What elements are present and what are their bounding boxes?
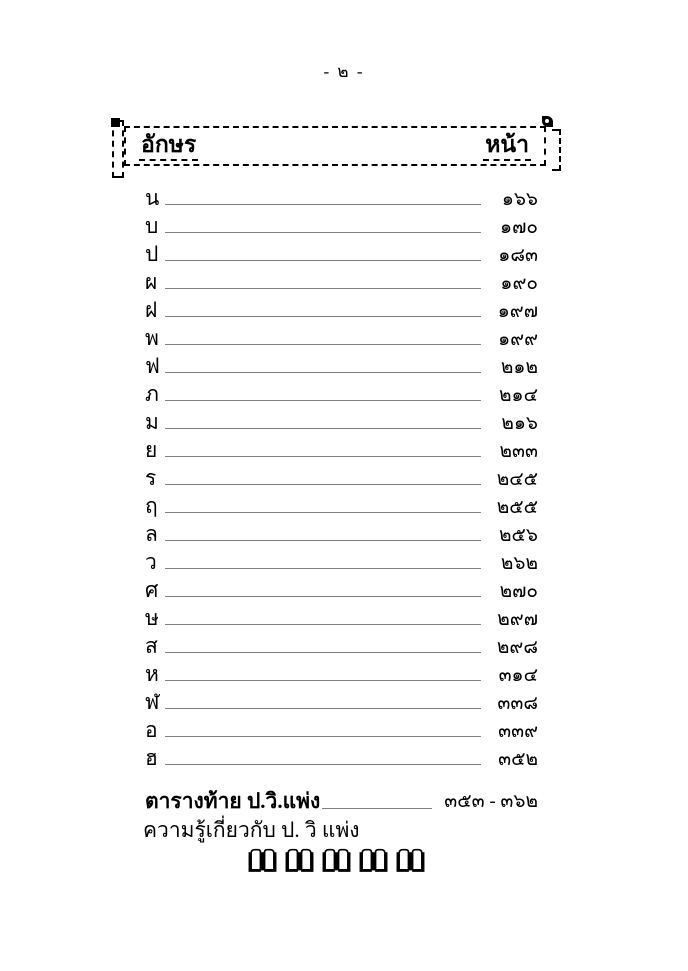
leader-line <box>165 316 481 317</box>
appendix-page-range: ๓๕๓ - ๓๖๒ <box>444 791 538 812</box>
index-letter: ฮ <box>145 746 158 770</box>
scroll-right-roll <box>552 129 561 171</box>
index-row <box>145 686 538 714</box>
page-number: ๒๗๐ <box>499 581 538 602</box>
leader-line <box>165 344 481 345</box>
page-number: ๒๕๖ <box>499 525 538 546</box>
open-book-icon <box>321 847 352 874</box>
scroll-banner <box>111 116 561 182</box>
index-row <box>145 210 538 238</box>
leader-line <box>165 456 481 457</box>
index-row <box>145 714 538 742</box>
banner-body <box>124 126 546 166</box>
index-row <box>145 238 538 266</box>
leader-line <box>165 624 481 625</box>
appendix-row <box>145 786 538 812</box>
index-row <box>145 182 538 210</box>
page-number: ๑๙๙ <box>498 329 538 350</box>
index-letter: อ <box>145 718 158 742</box>
leader-line <box>165 708 481 709</box>
index-row <box>145 266 538 294</box>
footer-note: ความรู้เกี่ยวกับ ป. วิ แพ่ง <box>143 818 360 842</box>
scroll-left-cap <box>111 118 120 127</box>
index-letter: น <box>145 186 160 210</box>
index-row <box>145 378 538 406</box>
index-row <box>145 322 538 350</box>
index-letter: ส <box>145 634 158 658</box>
index-letter: ฟ <box>145 354 160 378</box>
index-letter: ร <box>145 466 157 490</box>
leader-line <box>165 568 481 569</box>
open-book-icon <box>358 847 389 874</box>
page-number: ๒๕๕ <box>496 497 538 518</box>
page-number: ๓๓๘ <box>497 693 538 714</box>
index-letter: บ <box>145 214 159 238</box>
page-number: ๒๑๔ <box>499 385 538 406</box>
page-number: ๓๓๙ <box>498 721 538 742</box>
index-letter: ภ <box>145 382 159 406</box>
open-book-icon <box>395 847 426 874</box>
leader-line <box>165 540 481 541</box>
appendix-leader-line <box>322 808 432 809</box>
index-letter: ศ <box>145 578 159 602</box>
index-letter: ฤ <box>145 494 158 518</box>
page-number: ๒๙๗ <box>497 609 538 630</box>
book-icons-row <box>0 847 680 874</box>
index-row <box>145 406 538 434</box>
page-number: ๒๑๖ <box>501 413 538 434</box>
leader-line <box>165 260 481 261</box>
page-number: ๒๔๕ <box>496 469 538 490</box>
index-letter: ฬ <box>145 690 160 714</box>
index-letter: ม <box>145 410 159 434</box>
leader-line <box>165 680 481 681</box>
index-row <box>145 742 538 770</box>
scroll-right-curl-icon <box>542 116 553 127</box>
scroll-left-roll <box>112 120 124 178</box>
index-letter: ป <box>145 242 159 266</box>
index-row <box>145 574 538 602</box>
index-row <box>145 546 538 574</box>
index-letter: พ <box>145 326 159 350</box>
leader-line <box>165 484 481 485</box>
open-book-icon <box>284 847 315 874</box>
column-heading-letter: อักษร <box>139 131 198 161</box>
index-letter: ฝ <box>145 298 158 322</box>
index-letter: ผ <box>145 270 158 294</box>
page-number: ๑๖๖ <box>501 189 538 210</box>
leader-line <box>165 596 481 597</box>
page-number-header: - ๒ - <box>323 62 365 81</box>
leader-line <box>165 288 481 289</box>
leader-line <box>165 652 481 653</box>
page-number: ๒๑๒ <box>500 357 538 378</box>
leader-line <box>165 428 481 429</box>
index-row <box>145 294 538 322</box>
index-row <box>145 658 538 686</box>
leader-line <box>165 512 481 513</box>
index-letter: ย <box>145 438 158 462</box>
index-row <box>145 434 538 462</box>
column-heading-page: หน้า <box>483 131 531 161</box>
page-number: ๓๑๔ <box>498 665 538 686</box>
page-number: ๓๕๒ <box>498 749 538 770</box>
page-number: ๑๙๗ <box>497 301 538 322</box>
index-letter: ว <box>145 550 157 574</box>
page-number: ๒๖๒ <box>500 553 538 574</box>
leader-line <box>165 204 481 205</box>
leader-line <box>165 232 481 233</box>
page-number: ๑๘๓ <box>498 245 538 266</box>
index-list <box>145 182 538 770</box>
index-letter: ห <box>145 662 159 686</box>
index-row <box>145 350 538 378</box>
index-row <box>145 518 538 546</box>
index-row <box>145 602 538 630</box>
appendix-label: ตารางท้าย ป.วิ.แพ่ง <box>145 789 321 813</box>
leader-line <box>165 400 481 401</box>
index-row <box>145 462 538 490</box>
index-letter: ล <box>145 522 158 546</box>
leader-line <box>165 736 481 737</box>
open-book-icon <box>247 847 278 874</box>
page-number: ๒๓๓ <box>499 441 538 462</box>
leader-line <box>165 764 481 765</box>
index-row <box>145 490 538 518</box>
page-number: ๑๙๐ <box>500 273 538 294</box>
page-number: ๑๗๐ <box>500 217 538 238</box>
leader-line <box>165 372 481 373</box>
index-letter: ษ <box>145 606 159 630</box>
page-number: ๒๙๘ <box>496 637 538 658</box>
index-row <box>145 630 538 658</box>
